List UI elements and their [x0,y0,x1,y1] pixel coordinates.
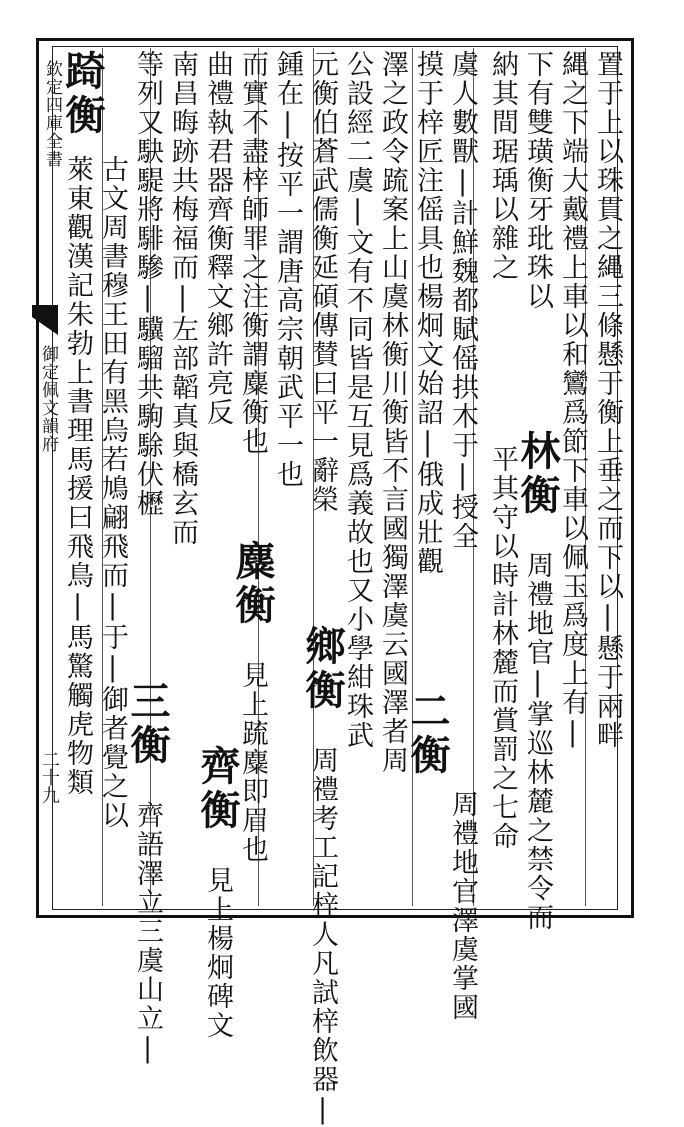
text-column-13: 南昌晦跡共梅福而|左部韜真與橋玄而 [167,50,198,547]
text-column-1: 置于上以珠貫之縄三條懸于衡上垂之而下以|懸于兩畔 [592,50,623,750]
text-column-4: 納其間琚瑀以雜之 [487,50,518,282]
text-column-4b: 平其守以時計林麓而賞罰之七命 [487,445,518,851]
text-column-9: 元衡伯蒼武儒衡延碩傳賛曰平一辭榮 [307,50,338,514]
text-column-5: 虞人數獸|計鮮魏都賦傜拱木于|授全 [447,50,478,551]
headword: 林衡 [514,430,561,518]
headword-note [299,625,346,1127]
headword-note [514,430,561,932]
headword-note-text: 古文周書穆王田有黑烏若鳩翩飛而|于|御者覺之以 [97,155,128,830]
headword-note [404,690,451,778]
headword-note-text: 見上楊炯碑文 [202,866,233,1040]
text-column-10: 鍾在|按平一謂唐高宗朝武平一也 [272,50,303,489]
headword: 二衡 [404,690,451,778]
text-column-11: 而實不盡梓師罪之注衡謂麋衡也 [237,50,268,456]
text-column-16: 萊東觀漢記朱勃上書理馬援曰飛鳥|馬驚觸虎物類 [62,155,93,797]
margin-book-title: 御定佩文韻府 [38,345,58,453]
headword-note-text: 齊語澤立三虞山立| [132,801,163,1066]
headword: 麋衡 [229,540,276,628]
headword-note-text: 見上䟽麋即眉也 [237,661,268,864]
headword-note-text: 周禮地官|掌巡林麓之禁令而 [522,551,553,932]
column-text: 下有雙璜衡牙玭珠以 [522,50,553,311]
text-column-3 [520,50,554,311]
headword: 三衡 [124,680,171,768]
headword-note-text: 周禮地官澤虞掌國 [447,790,478,1022]
headword-note [194,745,241,1040]
margin-top-fragment: 欽定四庫全書 [42,60,62,168]
headword: 鄉衡 [299,625,346,713]
text-column-2: 縄之下端大戴禮上車以和鸞爲節下車以佩玉爲度上有| [557,50,588,750]
text-column-6: 摸于梓匠注傜具也楊炯文始詔|俄成壯觀 [412,50,443,576]
text-column-12: 曲禮執君器齊衡釋文鄉許亮反 [202,50,233,427]
text-column-7: 澤之政令䟽案上山虞林衡川衡皆不言國獨澤虞云國澤者周 [377,50,408,775]
headword-note [124,680,171,1066]
headword: 齊衡 [194,745,241,833]
headword-note-text: 周禮考工記梓人凡試梓飲器| [307,746,338,1127]
page-number: 二十九 [39,750,60,804]
text-column-8: 公設經二虞|文有不同皆是互見爲義故也又小學紺珠武 [342,50,373,750]
text-column-14: 等列又駃騠將騑驂|驥騮共駒駼伏櫪 [132,50,163,518]
headword-note [59,50,106,138]
headword: 踦衡 [59,50,106,138]
